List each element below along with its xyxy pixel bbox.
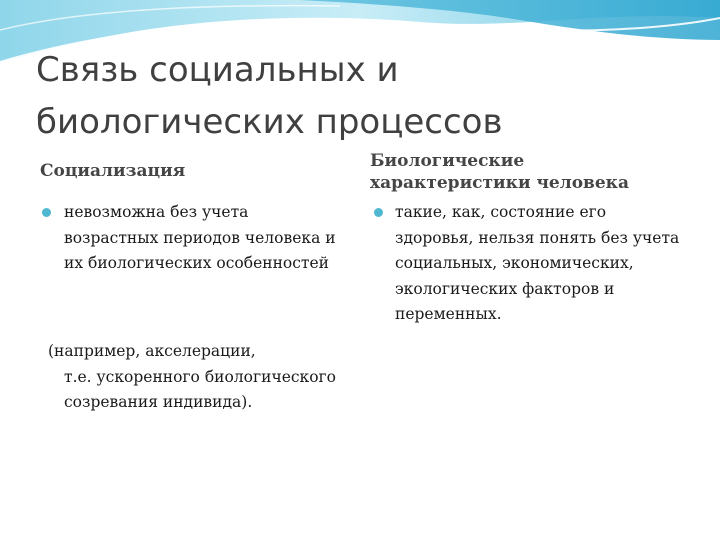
left-bullet-text: невозможна без учета возрастных периодов человека и их биологических особенностей <box>64 203 336 272</box>
bullet-dot-icon <box>42 208 51 217</box>
right-bullet-text: такие, как, состояние его здоровья, нельзя понять без учета социальных, экономических, экологических факторов и переменных. <box>395 203 680 323</box>
left-column-heading: Социализация <box>40 161 186 181</box>
left-parenthetical <box>48 339 358 416</box>
bullet-dot-icon <box>374 208 383 217</box>
slide-title: Связь социальных и биологических процессов <box>36 50 503 142</box>
right-column-heading: Биологические характеристики человека <box>370 151 629 193</box>
left-parenthetical-rest: т.е. ускоренного биологического созревания индивида). <box>64 367 337 411</box>
left-parenthetical-first-line: (например, акселерации, <box>48 342 256 360</box>
